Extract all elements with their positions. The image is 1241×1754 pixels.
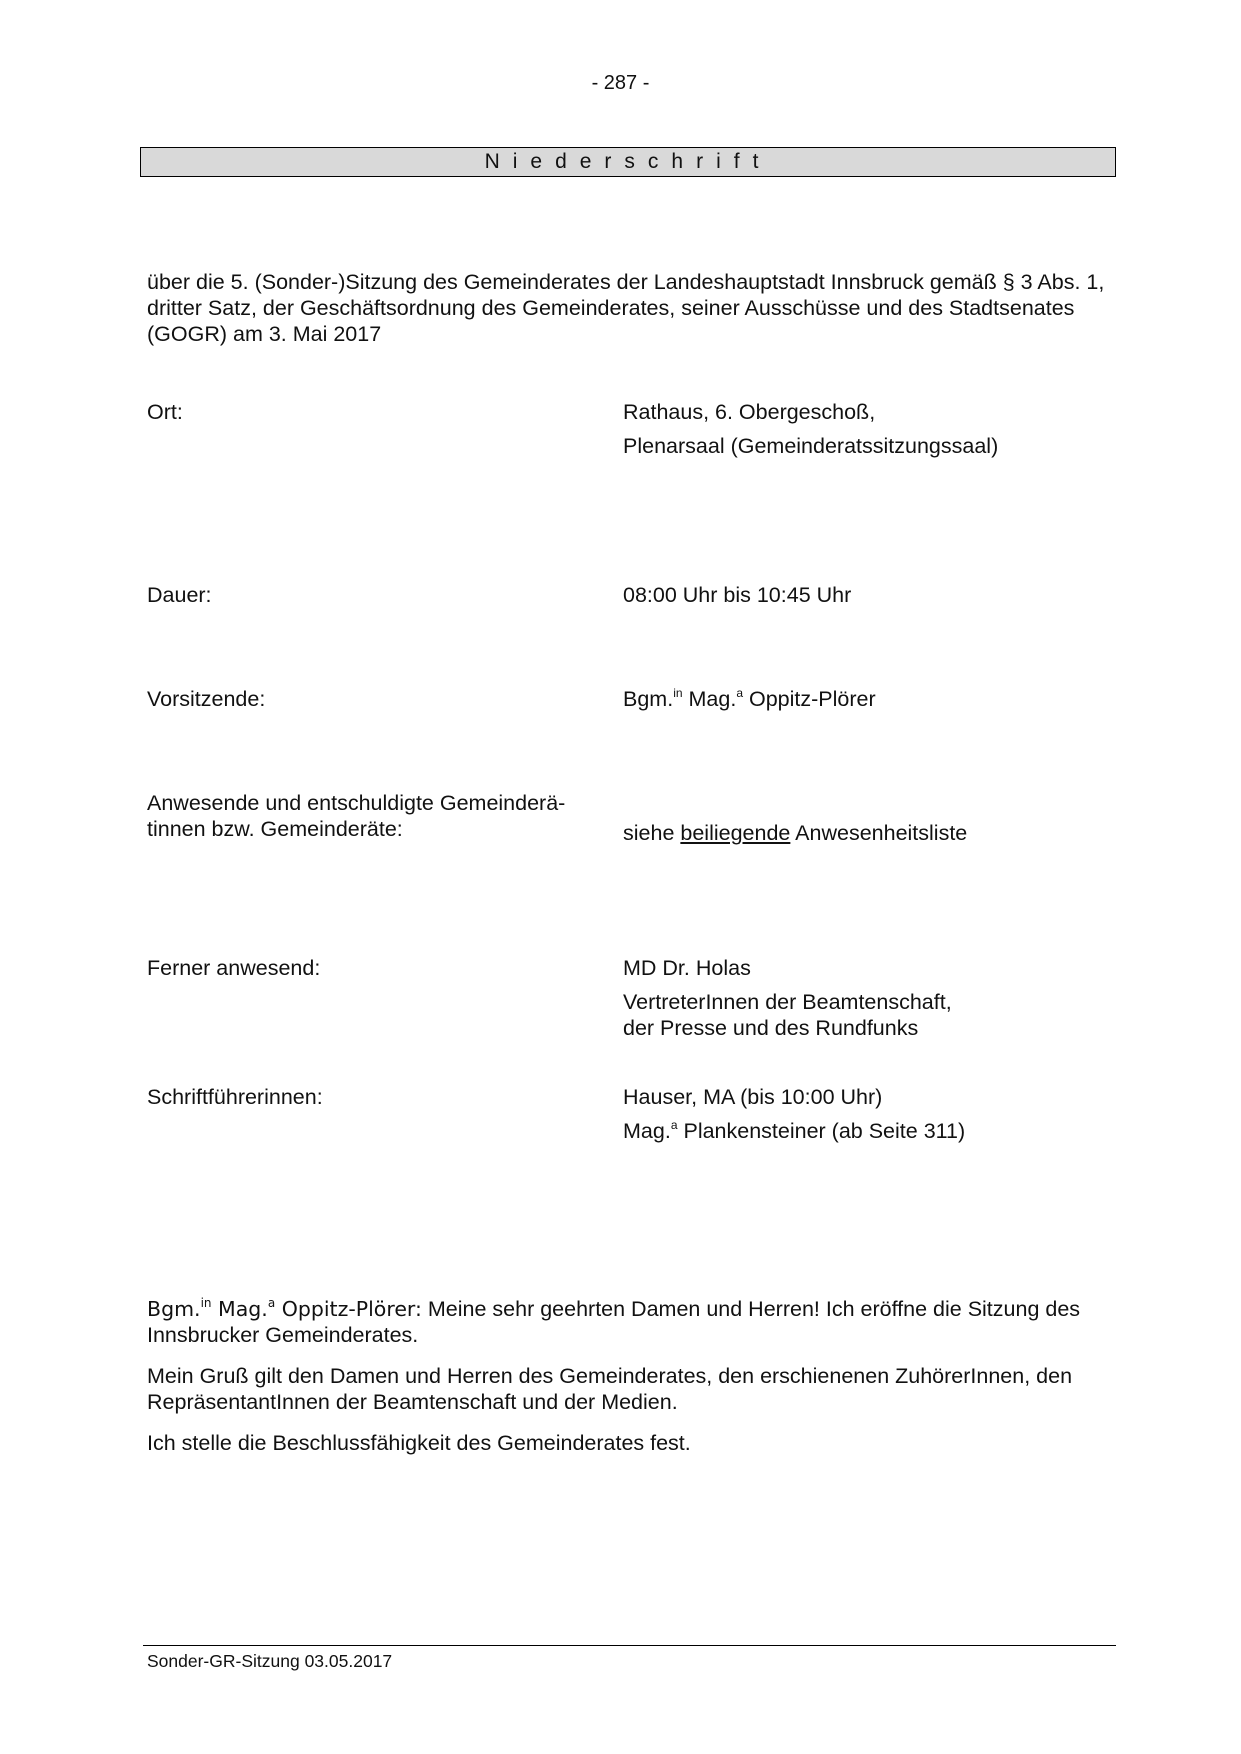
ferner-line2: VertreterInnen der Beamtenschaft, [623,990,952,1014]
schrift-label: Schriftführerinnen: [147,1085,323,1109]
vorsitzende-sup2: a [736,686,743,700]
anwesende-label-line1: Anwesende und entschuldigte Gemeinderä- [147,791,566,815]
anwesende-label [147,790,565,842]
speaker-name: Oppitz-Plörer: [275,1297,422,1321]
vorsitzende-title2: Mag. [682,687,737,711]
speaker-title1: Bgm. [147,1297,201,1321]
ferner-label: Ferner anwesend: [147,956,321,980]
footer-divider [143,1645,1116,1646]
speaker-sup2: a [267,1296,276,1310]
speech-text1: Meine sehr geehrten Damen und Herren! Ich eröffne die Sitzung des Innsbrucker Gemeinderates. [147,1297,1081,1347]
speech-paragraph-1 [147,1296,1107,1348]
vorsitzende-sup1: in [673,686,683,700]
schrift-line2-post: Plankensteiner (ab Seite 311) [677,1119,966,1143]
speaker-title2: Mag. [211,1297,268,1321]
document-title: Niederschrift [484,150,772,173]
document-title-box [140,147,1116,177]
page-number: - 287 - [591,72,650,94]
ort-line1: Rathaus, 6. Obergeschoß, [623,400,876,424]
ort-line2: Plenarsaal (Gemeinderatssitzungssaal) [623,434,999,458]
anwesende-post: Anwesenheitsliste [790,821,968,845]
speaker [147,1297,422,1321]
footer-text: Sonder-GR-Sitzung 03.05.2017 [147,1651,393,1671]
speech-paragraph-3: Ich stelle die Beschlussfähigkeit des Gemeinderates fest. [147,1431,691,1455]
schrift-line2 [623,1118,965,1144]
schrift-value [623,1084,965,1144]
ort-value [623,399,998,459]
ort-label: Ort: [147,400,183,424]
anwesende-underlined: beiliegende [680,821,791,845]
vorsitzende-title1: Bgm. [623,687,674,711]
speaker-sup1: in [200,1296,212,1310]
speech-paragraph-2: Mein Gruß gilt den Damen und Herren des Gemeinderates, den erschienenen ZuhörerInnen, den RepräsentantInnen der Beamtenschaft und der Medien. [147,1364,1073,1414]
schrift-line2-sup: a [670,1118,678,1132]
vorsitzende-name: Oppitz-Plörer [743,687,876,711]
anwesende-label-line2: tinnen bzw. Gemeinderäte: [147,817,403,841]
vorsitzende-label: Vorsitzende: [147,687,266,711]
anwesende-pre: siehe [623,821,681,845]
intro-paragraph: über die 5. (Sonder-)Sitzung des Gemeinderates der Landeshauptstadt Innsbruck gemäß § 3 Abs. 1, dritter Satz, der Geschäftsordnung des Gemeinderates, seiner Ausschüsse und des Stadtsenates (GOGR) am 3. Mai 2017 [147,270,1105,346]
schrift-line1: Hauser, MA (bis 10:00 Uhr) [623,1085,883,1109]
dauer-value: 08:00 Uhr bis 10:45 Uhr [623,583,852,607]
dauer-label: Dauer: [147,583,212,607]
vorsitzende-value [623,686,876,712]
schrift-line2-pre: Mag. [623,1119,671,1143]
ferner-value [623,955,952,1041]
anwesende-value [623,820,967,846]
ferner-line3: der Presse und des Rundfunks [623,1016,919,1040]
ferner-line1: MD Dr. Holas [623,956,751,980]
